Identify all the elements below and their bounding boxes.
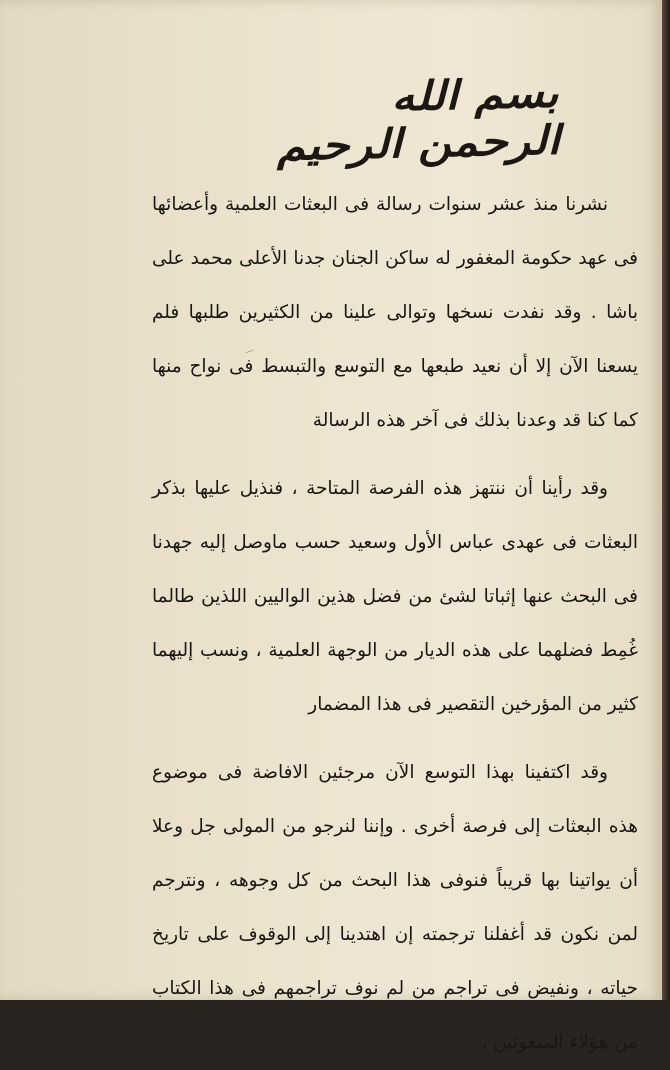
paragraph-2: وقد رأينا أن ننتهز هذه الفرصة المتاحة ، فنذيل عليها بذكر البعثات فى عهدى عباس الأول وسعيد حسب ماوصل إليه جهدنا فى البحث عنها إثباتا لشئ من فضل هذين الواليين اللذين طالما غُمِط فضلهما على هذه الديار من الوجهة العلمية ، ونسب إليهما كثير من المؤرخين التقصير فى هذا المضمار [152, 478, 638, 715]
page-edge [662, 0, 670, 1000]
basmala-calligraphy: بسم الله الرحمن الرحيم [275, 69, 561, 170]
basmala-heading [275, 69, 561, 170]
paragraph-1: نشرنا منذ عشر سنوات رسالة فى البعثات العلمية وأعضائها فى عهد حكومة المغفور له ساكن الجنان جدنا الأعلى محمد على باشا . وقد نفدت نسخها وتوالى علينا من الكثيرين طلبها فلم يسعنا الآن إلا أن نعيد طبعها مع التوسع والتبسط فى نواح منها كما كنا قد وعدنا بذلك فى آخر هذه الرسالة [152, 194, 638, 431]
main-text [152, 178, 638, 1070]
paragraph-3: وقد اكتفينا بهذا التوسع الآن مرجئين الافاضة فى موضوع هذه البعثات إلى فرصة أخرى . وإننا لنرجو من المولى جل وعلا أن يواتينا بها قريباً فنوفى هذا البحث من كل وجوهه ، ونترجم لمن نكون قد أغفلنا ترجمته إن اهتدينا إلى الوقوف على تاريخ حياته ، ونفيض فى تراجم من لم نوف تراجمهم فى هذا الكتاب من هؤلاء المبعوثين ، [152, 762, 638, 1053]
